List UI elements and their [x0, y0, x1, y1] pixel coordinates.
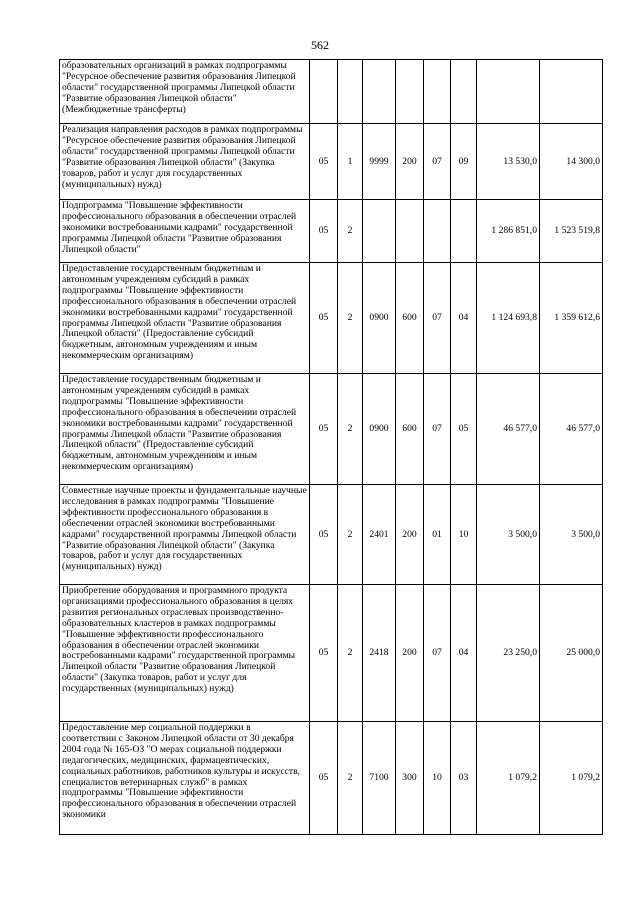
row-description: Предоставление мер социальной поддержки в соответствии с Законом Липецкой области от 30 декабря 2004 года № 165-ОЗ "О мерах социальной поддержки педагогических, медицинских, фармацевтических, социальных работников, работников культуры и искусств, специалистов ветеринарных служб" в рамках подпрограммы "Повышение эффективности профессионального образования в обеспечении отраслей экономики	[60, 722, 310, 835]
table-row	[60, 485, 603, 585]
subprogram-code: 2	[338, 722, 363, 835]
direction-code	[363, 200, 396, 263]
direction-code	[363, 60, 396, 124]
subprogram-code: 2	[338, 585, 363, 722]
amount-year-1	[477, 60, 540, 124]
direction-code: 2418	[363, 585, 396, 722]
section-code: 07	[424, 263, 451, 374]
section-code: 10	[424, 722, 451, 835]
expense-type-code	[396, 60, 424, 124]
amount-year-2: 1 079,2	[540, 722, 603, 835]
subprogram-code: 2	[338, 200, 363, 263]
amount-year-2: 46 577,0	[540, 374, 603, 485]
expense-type-code	[396, 200, 424, 263]
program-code: 05	[310, 485, 338, 585]
subprogram-code	[338, 60, 363, 124]
table-row	[60, 722, 603, 835]
amount-year-2: 14 300,0	[540, 124, 603, 200]
expense-type-code: 600	[396, 263, 424, 374]
subsection-code: 03	[451, 722, 477, 835]
direction-code: 7100	[363, 722, 396, 835]
direction-code: 0900	[363, 374, 396, 485]
program-code: 05	[310, 374, 338, 485]
expense-type-code: 200	[396, 124, 424, 200]
expense-type-code: 200	[396, 485, 424, 585]
subprogram-code: 2	[338, 263, 363, 374]
row-description: Приобретение оборудования и программного продукта организациями профессионального образования в целях развития региональных отраслевых производственно-образовательных кластеров в рамках подпрограммы "Повышение эффективности профессионального образования в обеспечении отраслей экономики востребованными кадрами" государственной программы Липецкой области "Развитие образования Липецкой области" (Закупка товаров, работ и услуг для государственных (муниципальных) нужд)	[60, 585, 310, 722]
section-code: 07	[424, 124, 451, 200]
row-description: Реализация направления расходов в рамках подпрограммы "Ресурсное обеспечение развития образования Липецкой области" государственной программы Липецкой области "Развитие образования Липецкой области" (Закупка товаров, работ и услуг для государственных (муниципальных) нужд)	[60, 124, 310, 200]
amount-year-2: 25 000,0	[540, 585, 603, 722]
amount-year-2: 3 500,0	[540, 485, 603, 585]
row-description: образовательных организаций в рамках подпрограммы "Ресурсное обеспечение развития образования Липецкой области" государственной программы Липецкой области "Развитие образования Липецкой области" (Межбюджетные трансферты)	[60, 60, 310, 124]
table-row	[60, 124, 603, 200]
table-row	[60, 585, 603, 722]
section-code: 01	[424, 485, 451, 585]
direction-code: 2401	[363, 485, 396, 585]
section-code: 07	[424, 374, 451, 485]
row-description: Предоставление государственным бюджетным и автономным учреждениям субсидий в рамках подпрограммы "Повышение эффективности профессионального образования в обеспечении отраслей экономики востребованными кадрами" государственной программы Липецкой области "Развитие образования Липецкой области" (Предоставление субсидий бюджетным, автономным учреждениям и иным некоммерческим организациям)	[60, 263, 310, 374]
amount-year-2	[540, 60, 603, 124]
subprogram-code: 1	[338, 124, 363, 200]
budget-table	[59, 59, 603, 835]
table-row	[60, 200, 603, 263]
amount-year-1: 23 250,0	[477, 585, 540, 722]
amount-year-1: 1 124 693,8	[477, 263, 540, 374]
amount-year-1: 13 530,0	[477, 124, 540, 200]
table-row	[60, 263, 603, 374]
program-code: 05	[310, 263, 338, 374]
amount-year-1: 3 500,0	[477, 485, 540, 585]
expense-type-code: 600	[396, 374, 424, 485]
section-code	[424, 60, 451, 124]
amount-year-1: 1 286 851,0	[477, 200, 540, 263]
program-code: 05	[310, 200, 338, 263]
amount-year-2: 1 359 612,6	[540, 263, 603, 374]
subprogram-code: 2	[338, 374, 363, 485]
page-number: 562	[311, 38, 329, 52]
amount-year-1: 46 577,0	[477, 374, 540, 485]
expense-type-code: 300	[396, 722, 424, 835]
program-code	[310, 60, 338, 124]
row-description: Предоставление государственным бюджетным и автономным учреждениям субсидий в рамках подпрограммы "Повышение эффективности профессионального образования в обеспечении отраслей экономики востребованными кадрами" государственной программы Липецкой области "Развитие образования Липецкой области" (Предоставление субсидий бюджетным, автономным учреждениям и иным некоммерческим организациям)	[60, 374, 310, 485]
program-code: 05	[310, 722, 338, 835]
subsection-code: 10	[451, 485, 477, 585]
expense-type-code: 200	[396, 585, 424, 722]
section-code: 07	[424, 585, 451, 722]
direction-code: 0900	[363, 263, 396, 374]
row-description: Подпрограмма "Повышение эффективности профессионального образования в обеспечении отраслей экономики востребованными кадрами" государственной программы Липецкой области "Развитие образования Липецкой области"	[60, 200, 310, 263]
subsection-code: 05	[451, 374, 477, 485]
amount-year-2: 1 523 519,8	[540, 200, 603, 263]
row-description: Совместные научные проекты и фундаментальные научные исследования в рамках подпрограммы "Повышение эффективности профессионального образования в обеспечении отраслей экономики востребованными кадрами" государственной программы Липецкой области "Развитие образования Липецкой области" (Закупка товаров, работ и услуг для государственных (муниципальных) нужд)	[60, 485, 310, 585]
section-code	[424, 200, 451, 263]
program-code: 05	[310, 124, 338, 200]
subsection-code: 04	[451, 263, 477, 374]
subsection-code: 04	[451, 585, 477, 722]
subprogram-code: 2	[338, 485, 363, 585]
amount-year-1: 1 079,2	[477, 722, 540, 835]
subsection-code: 09	[451, 124, 477, 200]
table-row	[60, 374, 603, 485]
direction-code: 9999	[363, 124, 396, 200]
subsection-code	[451, 200, 477, 263]
subsection-code	[451, 60, 477, 124]
program-code: 05	[310, 585, 338, 722]
table-row	[60, 60, 603, 124]
